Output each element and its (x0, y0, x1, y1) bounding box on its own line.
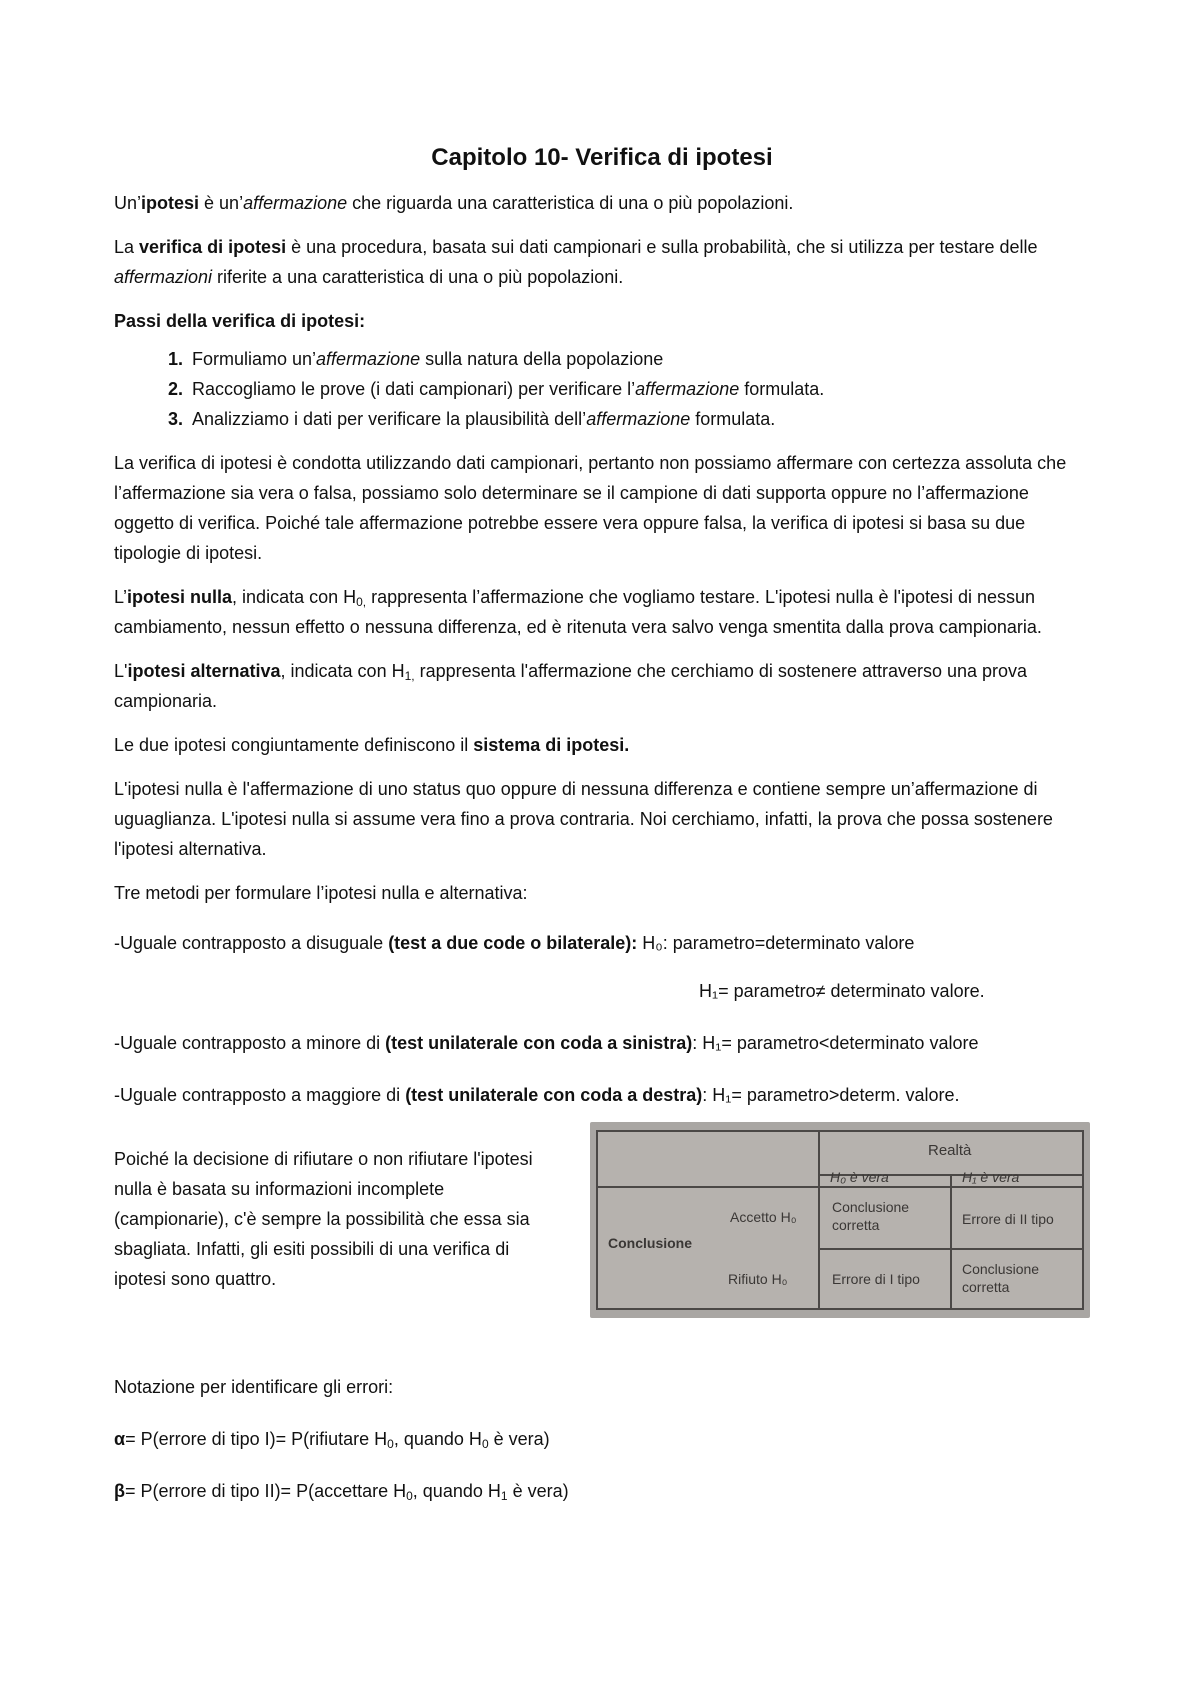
paragraph-verifica-conducted: La verifica di ipotesi è condotta utilizzando dati campionari, pertanto non possiamo affermare con certezza assoluta che l’affermazione sia vera o falsa, possiamo solo determinare se il campione di dati supporta oppure no l’affermazione oggetto di verifica. Poiché tale affermazione potrebbe essere vera oppure falsa, la verifica di ipotesi si basa su due tipologie di ipotesi. (114, 453, 1067, 563)
steps-heading: Passi della verifica di ipotesi: (114, 311, 366, 331)
table-divider (598, 1186, 1082, 1188)
cell-conclusione-corretta-2: Conclusione corretta (962, 1261, 1040, 1295)
row-accetto: Accetto H₀ (730, 1209, 797, 1225)
formula-beta: β= P(errore di tipo II)= P(accettare $H_0$, quando $H_1$ è vera) (114, 1481, 569, 1503)
method-bilaterale: -Uguale contrapposto a disuguale (test a due code o bilaterale): H₀: parametro=determinato valore (114, 933, 915, 953)
table-divider (818, 1132, 820, 1308)
row-header-conclusione: Conclusione (608, 1235, 693, 1251)
decision-table (596, 1130, 1084, 1310)
paragraph-sistema-ipotesi: Le due ipotesi congiuntamente definiscono il sistema di ipotesi. (114, 735, 630, 755)
paragraph-status-quo: L'ipotesi nulla è l'affermazione di uno status quo oppure di nessuna differenza e contiene sempre un’affermazione di uguaglianza. L'ipotesi nulla si assume vera fino a prova contraria. Noi cerchiamo, infatti, la prova che possa sostenere l'ipotesi alternativa. (114, 779, 1053, 859)
header-realta: Realtà (928, 1142, 972, 1159)
page-title: Capitolo 10- Verifica di ipotesi (431, 144, 773, 171)
row-rifiuto: Rifiuto H₀ (728, 1271, 788, 1287)
paragraph-ipotesi-alternativa: L'ipotesi alternativa, indicata con $H_{1,}$ rappresenta l'affermazione che cerchiamo di sostenere attraverso una prova campionaria. (114, 661, 1028, 711)
decision-table-photo (590, 1122, 1090, 1318)
decision-section (114, 1132, 1090, 1318)
steps-list (114, 344, 1090, 434)
method-coda-destra: -Uguale contrapposto a maggiore di (test unilaterale con coda a destra): H₁= parametro>determ. valore. (114, 1085, 960, 1105)
paragraph-ipotesi-nulla: L’ipotesi nulla, indicata con $H_{0,}$ rappresenta l’affermazione che vogliamo testare. L'ipotesi nulla è l'ipotesi di nessun cambiamento, nessun effetto o nessuna differenza, ed è ritenuta vera salvo venga smentita dalla prova campionaria. (114, 587, 1042, 637)
paragraph-decisione: Poiché la decisione di rifiutare o non rifiutare l'ipotesi nulla è basata su informazioni incomplete (campionarie), c'è sempre la possibilità che essa sia sbagliata. Infatti, gli esiti possibili di una verifica di ipotesi sono quattro. (114, 1149, 533, 1289)
method-bilaterale-h1: H₁= parametro≠ determinato valore. (699, 981, 985, 1001)
cell-conclusione-corretta-1: Conclusione corretta (832, 1199, 910, 1233)
method-coda-sinistra: -Uguale contrapposto a minore di (test unilaterale con coda a sinistra): H₁= parametro<determinato valore (114, 1033, 979, 1053)
list-item: 3. Analizziamo i dati per verificare la plausibilità dell’affermazione formulata. (188, 404, 1090, 434)
paragraph-notazione: Notazione per identificare gli errori: (114, 1377, 394, 1397)
table-divider (950, 1176, 952, 1308)
cell-errore-i-tipo: Errore di I tipo (832, 1271, 920, 1287)
list-item: 2. Raccogliamo le prove (i dati campionari) per verificare l’affermazione formulata. (188, 374, 1090, 404)
paragraph-definition-ipotesi: Un’ipotesi è un’affermazione che riguarda una caratteristica di una o più popolazioni. (114, 193, 794, 213)
formula-alpha: α= P(errore di tipo I)= P(rifiutare $H_0$, quando $H_0$ è vera) (114, 1429, 550, 1451)
header-h0-vera: H₀ è vera (830, 1169, 889, 1185)
header-h1-vera: H₁ è vera (962, 1169, 1020, 1185)
paragraph-tre-metodi: Tre metodi per formulare l’ipotesi nulla e alternativa: (114, 883, 528, 903)
list-item: 1. Formuliamo un’affermazione sulla natura della popolazione (188, 344, 1090, 374)
table-divider (818, 1248, 1082, 1250)
paragraph-definition-verifica: La verifica di ipotesi è una procedura, basata sui dati campionari e sulla probabilità, che si utilizza per testare delle affermazioni riferite a una caratteristica di una o più popolazioni. (114, 237, 1038, 287)
cell-errore-ii-tipo: Errore di II tipo (962, 1211, 1054, 1227)
